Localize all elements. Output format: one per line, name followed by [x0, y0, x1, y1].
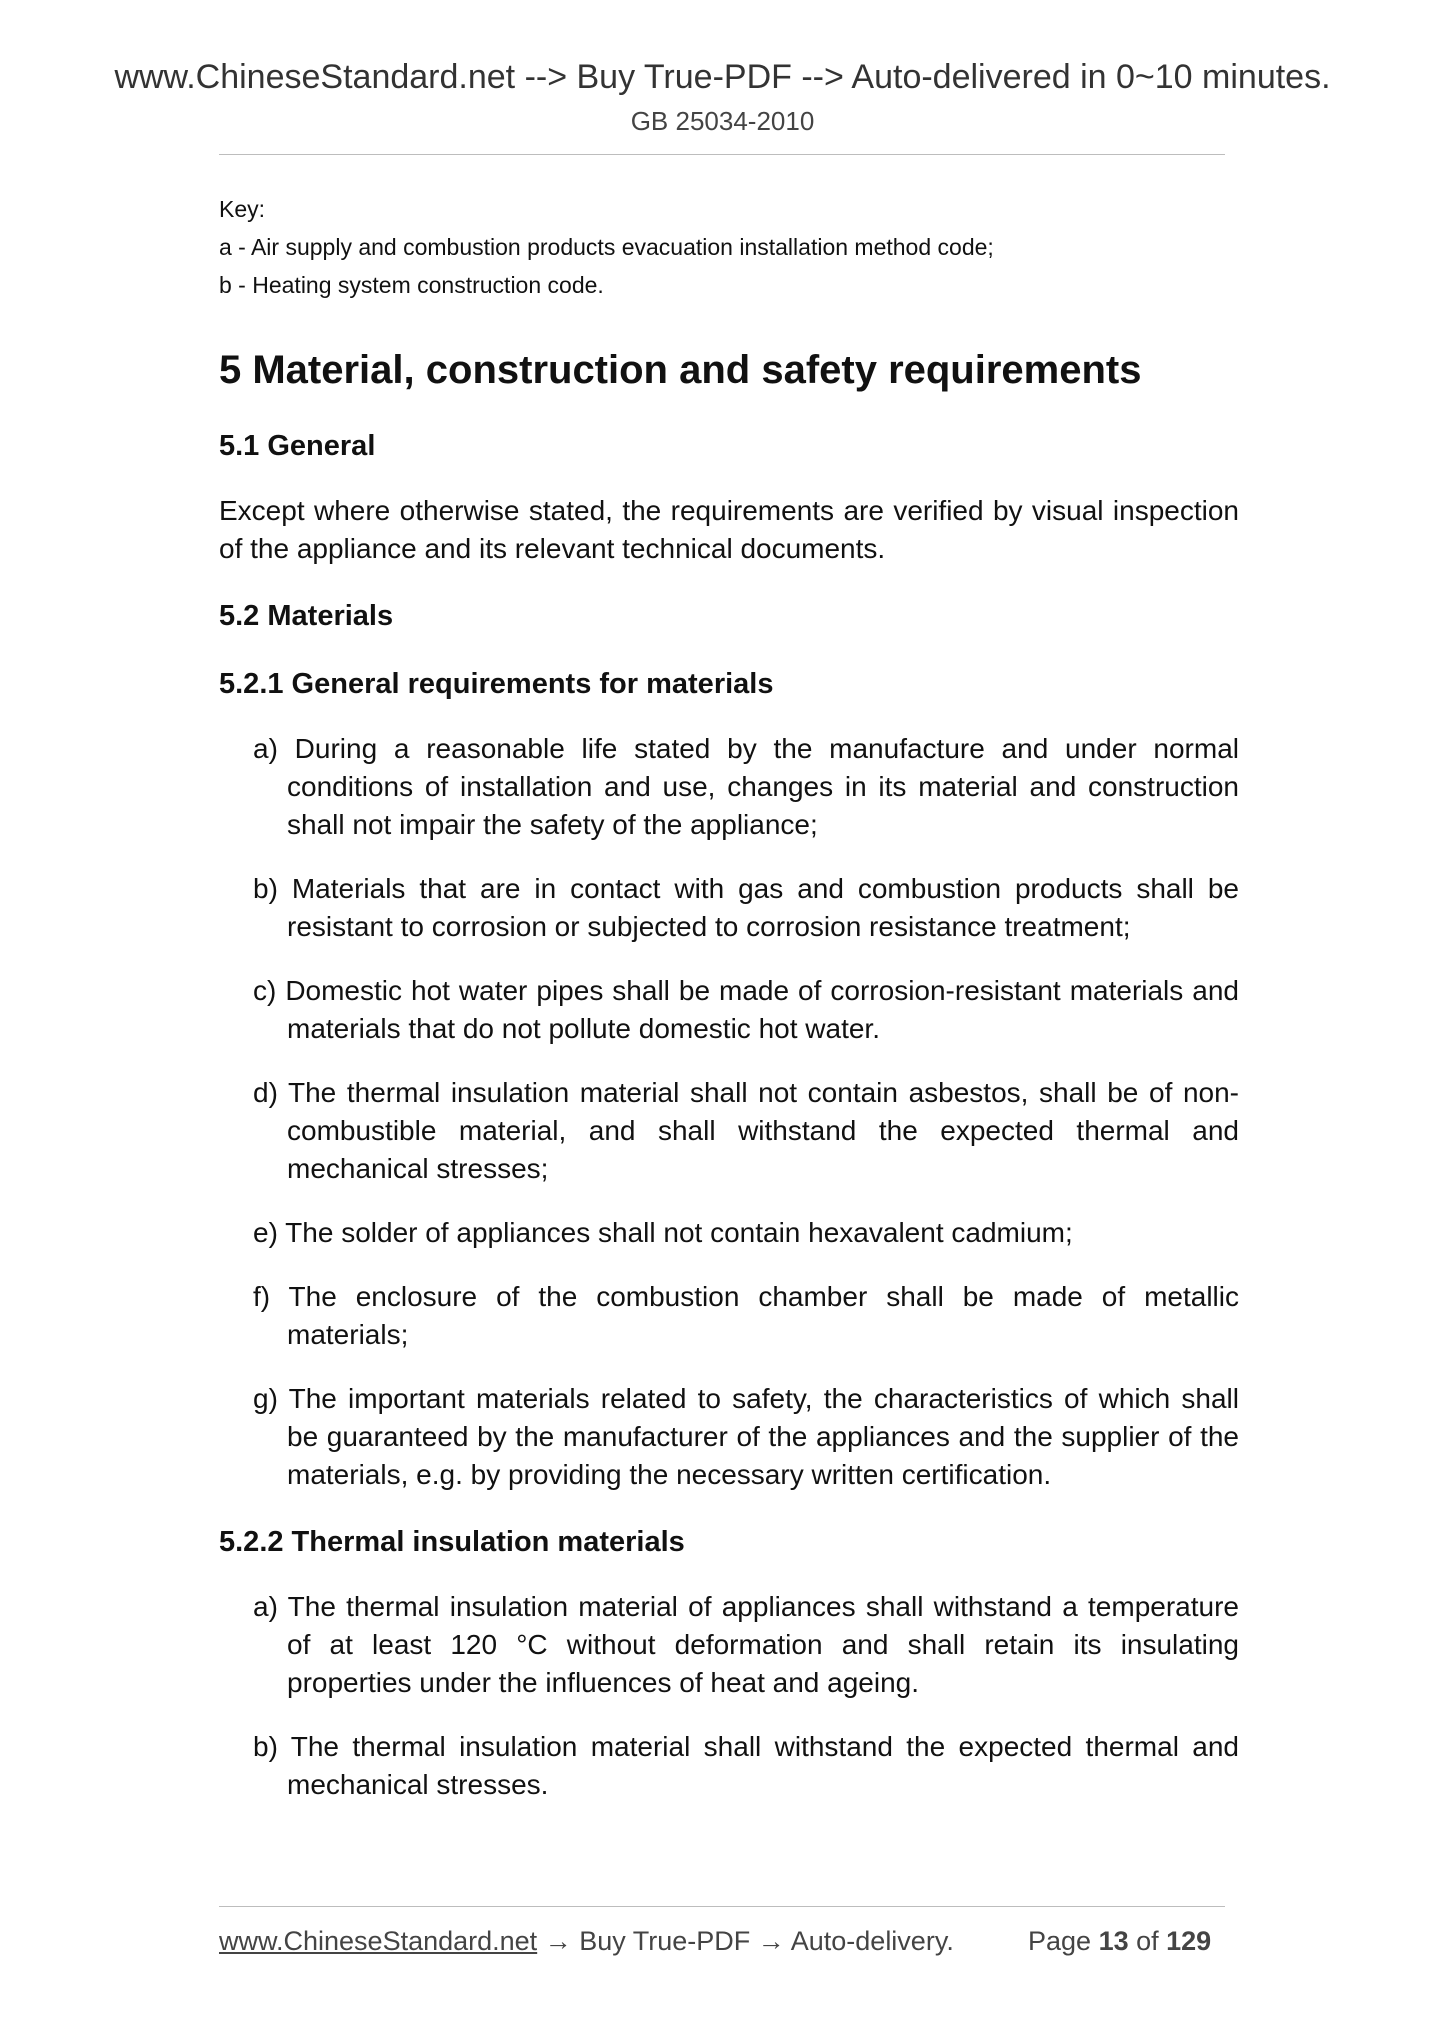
- total-pages: 129: [1166, 1926, 1212, 1956]
- section-5-heading: 5 Material, construction and safety requirements: [219, 348, 1142, 392]
- standard-code: GB 25034-2010: [630, 106, 815, 136]
- header-banner: www.ChineseStandard.net --> Buy True-PDF --> Auto-delivered in 0~10 minutes.: [114, 58, 1331, 96]
- key-item-b: b - Heating system construction code.: [219, 272, 604, 298]
- key-title: Key:: [219, 196, 266, 222]
- header-divider: [219, 154, 1225, 155]
- section-5-2-heading: 5.2 Materials: [219, 600, 394, 632]
- of-label: of: [1128, 1926, 1167, 1956]
- list-item: f) The enclosure of the combustion chamber shall be made of metallic materials;: [253, 1281, 1239, 1350]
- thermal-insulation-list: [219, 1588, 1239, 1804]
- section-5-1-text: Except where otherwise stated, the requirements are verified by visual inspection of the appliance and its relevant technical documents.: [219, 495, 1239, 564]
- page-label: Page: [1028, 1926, 1099, 1956]
- list-item: b) The thermal insulation material shall withstand the expected thermal and mechanical stresses.: [253, 1731, 1239, 1800]
- page-body: [219, 190, 1239, 1804]
- section-5-1-heading: 5.1 General: [219, 430, 376, 462]
- materials-requirements-list: [219, 730, 1239, 1494]
- page-number: [1028, 1926, 1211, 1957]
- list-item: d) The thermal insulation material shall not contain asbestos, shall be of non-combustible material, and shall withstand the expected thermal and mechanical stresses;: [253, 1077, 1239, 1184]
- list-item: a) The thermal insulation material of appliances shall withstand a temperature of at least 120 °C without deformation and shall retain its insulating properties under the influences of heat and ageing.: [253, 1591, 1239, 1698]
- footer-suffix: → Buy True-PDF → Auto-delivery.: [537, 1926, 954, 1956]
- section-5-2-1-heading: 5.2.1 General requirements for materials: [219, 668, 774, 700]
- footer-divider: [219, 1906, 1225, 1907]
- site-link[interactable]: www.ChineseStandard.net: [219, 1926, 538, 1956]
- list-item: e) The solder of appliances shall not contain hexavalent cadmium;: [253, 1217, 1073, 1248]
- list-item: g) The important materials related to safety, the characteristics of which shall be guaranteed by the manufacturer of the appliances and the supplier of the materials, e.g. by providing the necessary written certification.: [253, 1383, 1239, 1490]
- key-item-a: a - Air supply and combustion products evacuation installation method code;: [219, 234, 994, 260]
- list-item: c) Domestic hot water pipes shall be made of corrosion-resistant materials and materials that do not pollute domestic hot water.: [253, 975, 1239, 1044]
- current-page: 13: [1098, 1926, 1129, 1956]
- section-5-2-2-heading: 5.2.2 Thermal insulation materials: [219, 1526, 685, 1558]
- footer-links: [219, 1926, 954, 1957]
- list-item: b) Materials that are in contact with gas and combustion products shall be resistant to corrosion or subjected to corrosion resistance treatment;: [253, 873, 1239, 942]
- list-item: a) During a reasonable life stated by the manufacture and under normal conditions of installation and use, changes in its material and construction shall not impair the safety of the appliance;: [253, 733, 1239, 840]
